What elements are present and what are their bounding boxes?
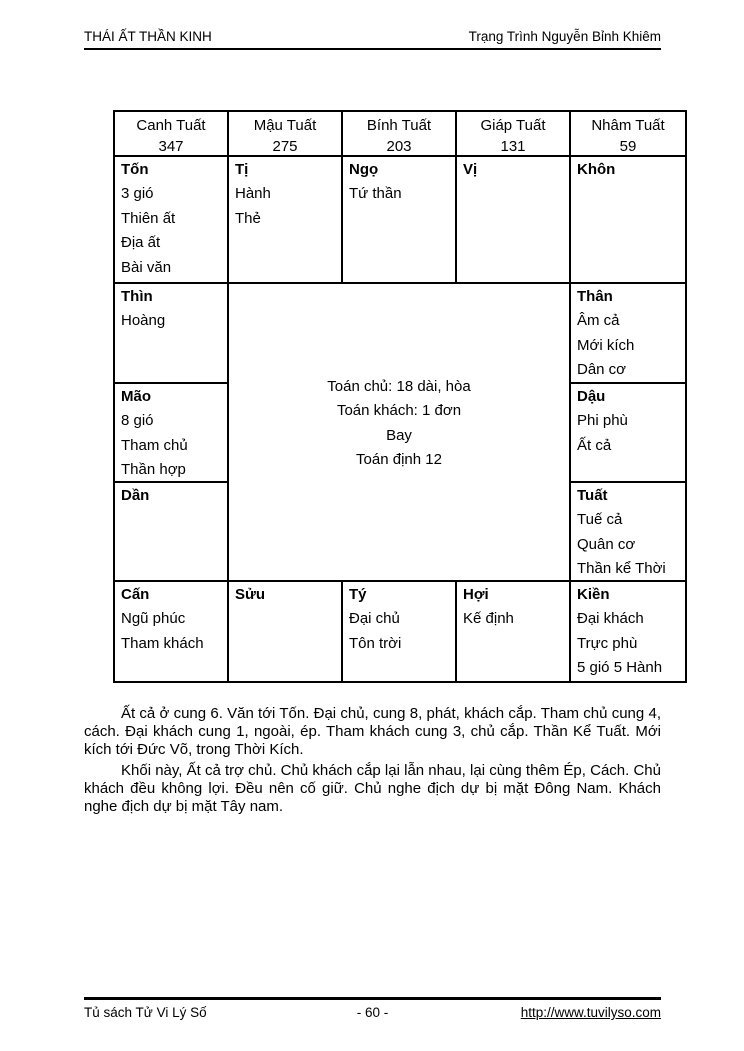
text-line: 8 gió [121, 412, 154, 429]
text-line: Toán khách: 1 đơn [336, 402, 462, 419]
palace-cell-can [115, 582, 229, 681]
page-footer [84, 997, 661, 1020]
text-line: Đại khách [577, 610, 644, 627]
palace-cell-than [571, 284, 685, 384]
year-name: Mậu Tuất [253, 117, 317, 134]
palace-lines [577, 607, 679, 681]
footer-url-link[interactable]: http://www.tuvilyso.com [520, 1005, 662, 1020]
palace-cell-suu [229, 582, 343, 681]
text-line: Hoàng [121, 312, 166, 329]
palace-label: Tý [349, 586, 367, 603]
palace-cell-dan [115, 483, 229, 582]
year-value: 131 [500, 138, 526, 155]
year-name: Giáp Tuất [480, 117, 546, 134]
text-line: Toán chủ: 18 dài, hòa [327, 377, 471, 395]
text-line: Tôn trời [349, 634, 402, 652]
year-name: Bính Tuất [366, 117, 432, 134]
text-line: Thần hợp [121, 461, 186, 478]
palace-cell-hoi [457, 582, 571, 681]
palace-lines [121, 409, 221, 483]
palace-label: Vị [463, 161, 478, 178]
footer-page-number: - 60 - [356, 1005, 389, 1020]
palace-label: Sửu [235, 586, 266, 603]
text-line: Ất cả [577, 436, 612, 454]
palace-lines [463, 607, 563, 632]
year-name: Canh Tuất [136, 117, 206, 134]
palace-label: Tốn [121, 161, 149, 178]
header-book-title: THÁI ẤT THẦN KINH [84, 29, 212, 44]
year-name: Nhâm Tuất [591, 117, 665, 134]
text-line: Đại chủ [349, 610, 400, 627]
text-line: Bay [386, 426, 412, 444]
palace-cell-ngo [343, 157, 457, 284]
year-cell-giap-tuat [457, 112, 571, 157]
text-line: Dân cơ [577, 361, 627, 378]
palace-label: Thân [577, 288, 613, 305]
palace-lines [577, 409, 679, 458]
text-line: Tứ thần [349, 185, 402, 202]
year-value: 59 [619, 138, 637, 155]
text-line: 5 gió 5 Hành [577, 659, 663, 676]
palace-label: Hợi [463, 586, 489, 603]
palace-cell-ton [115, 157, 229, 284]
center-lines [235, 375, 563, 473]
palace-cell-vi [457, 157, 571, 284]
palace-lines [577, 309, 679, 383]
text-line: Kế định [463, 610, 514, 627]
palace-lines [121, 607, 221, 656]
palace-label: Tuất [577, 487, 608, 504]
palace-cell-kien [571, 582, 685, 681]
palace-cell-mao [115, 384, 229, 483]
palace-lines [577, 508, 679, 582]
year-value: 203 [386, 138, 412, 155]
palace-label: Ngọ [349, 161, 379, 178]
year-value: 347 [158, 138, 184, 155]
text-line: Thần kể Thời [577, 560, 666, 577]
text-line: Hành [235, 185, 271, 202]
palace-lines [349, 607, 449, 656]
palace-lines [235, 182, 335, 231]
palace-label: Khôn [577, 161, 616, 178]
paragraph-1: Ất cả ở cung 6. Văn tới Tốn. Đại chủ, cung 8, phát, khách cắp. Tham chủ cung 4, cách. Đại khách cung 1, ngoài, ép. Tham khách cung 3, chủ cắp. Thần Kể Tuất. Mới kích tới Đức Võ, trong Thời Kích. [84, 705, 661, 758]
text-line: Thẻ [235, 209, 261, 227]
palace-label: Cấn [121, 586, 150, 603]
palace-label: Dần [121, 487, 150, 504]
paragraph-2: Khối này, Ất cả trợ chủ. Chủ khách cắp lại lẫn nhau, lại cùng thêm Ép, Cách. Chủ khách đều không lợi. Đều nên cố giữ. Chủ nghe địch dự bị mặt Đông Nam. Khách nghe địch dự bị mặt Tây nam. [84, 762, 661, 815]
palace-lines [121, 309, 221, 334]
text-line: Bài văn [121, 258, 172, 276]
text-line: Thiên ất [121, 209, 176, 227]
text-line: Âm cả [577, 312, 620, 329]
year-cell-nham-tuat [571, 112, 685, 157]
page-header [84, 29, 661, 50]
palace-label: Dậu [577, 388, 606, 405]
footer-series-title: Tủ sách Tử Vi Lý Số [84, 1005, 207, 1020]
palace-cell-tuat [571, 483, 685, 582]
text-line: Quân cơ [577, 535, 636, 553]
palace-label: Mão [121, 388, 151, 405]
palace-label: Tị [235, 161, 249, 178]
text-line: Tham chủ [121, 436, 188, 454]
palace-cell-ty [343, 582, 457, 681]
text-line: Ngũ phúc [121, 610, 186, 627]
palace-cell-thin [115, 284, 229, 384]
text-line: Trực phù [577, 634, 638, 652]
year-cell-canh-tuat [115, 112, 229, 157]
palace-cell-khon [571, 157, 685, 284]
text-line: 3 gió [121, 185, 154, 202]
text-line: Tham khách [121, 634, 204, 652]
year-value: 275 [272, 138, 298, 155]
year-cell-binh-tuat [343, 112, 457, 157]
footer-url [388, 1005, 661, 1020]
body-text [84, 705, 661, 819]
thai-at-chart-table [113, 110, 687, 683]
palace-label: Thìn [121, 288, 153, 305]
palace-cell-dau [571, 384, 685, 483]
palace-lines [121, 182, 221, 280]
text-line: Địa ất [121, 234, 161, 251]
chart-center-cell [229, 284, 571, 582]
palace-label: Kiền [577, 586, 610, 603]
year-cell-mau-tuat [229, 112, 343, 157]
text-line: Tuế cả [577, 511, 623, 528]
palace-cell-ti [229, 157, 343, 284]
palace-lines [349, 182, 449, 207]
header-author: Trạng Trình Nguyễn Bỉnh Khiêm [468, 29, 661, 44]
text-line: Mới kích [577, 336, 635, 354]
text-line: Toán định 12 [356, 451, 442, 468]
text-line: Phi phù [577, 412, 628, 429]
